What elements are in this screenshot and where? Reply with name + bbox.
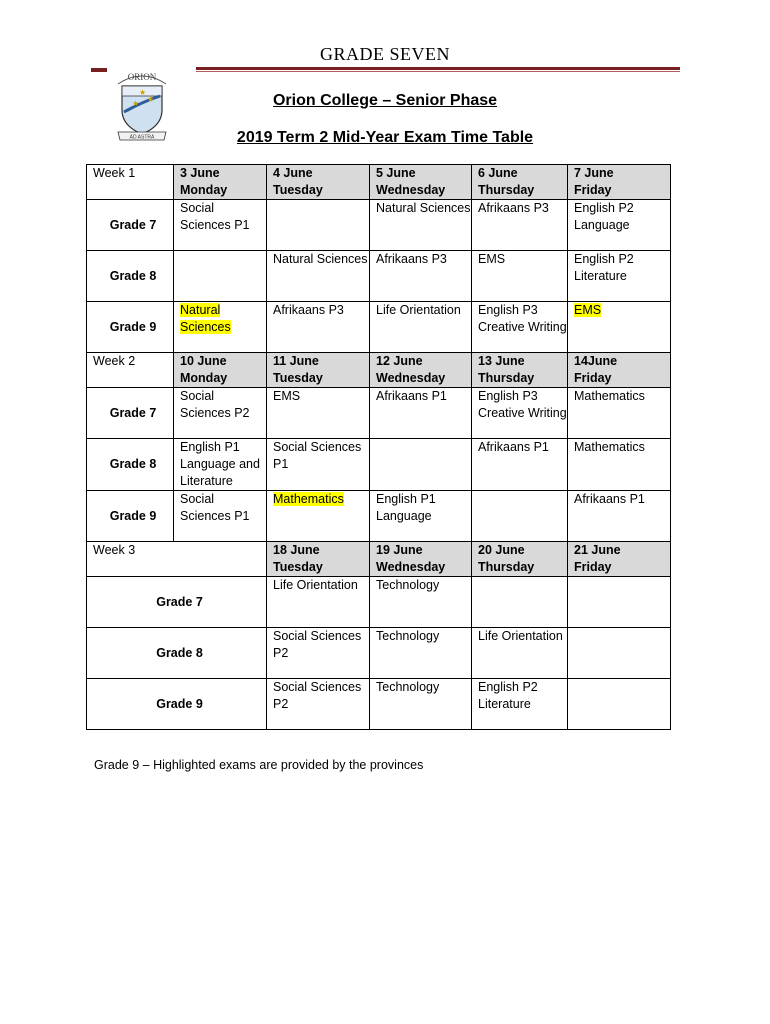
exam-cell: Natural Sciences [267, 251, 370, 302]
exam-timetable [86, 164, 671, 730]
table-row [87, 577, 671, 628]
day-header: 5 June Wednesday [370, 165, 472, 200]
exam-cell [472, 577, 568, 628]
table-row [87, 679, 671, 730]
exam-cell: English P3 Creative Writing [472, 388, 568, 439]
exam-cell-highlighted: Mathematics [267, 491, 370, 542]
day-header: 18 June Tuesday [267, 542, 370, 577]
grade-label: Grade 9 [87, 679, 267, 730]
week2-header-row [87, 353, 671, 388]
day-header: 19 June Wednesday [370, 542, 472, 577]
grade-label: Grade 8 [87, 251, 174, 302]
grade-label: Grade 9 [87, 491, 174, 542]
table-row [87, 200, 671, 251]
header-rule-right [196, 67, 680, 70]
svg-text:★: ★ [147, 95, 155, 104]
exam-cell: Technology [370, 577, 472, 628]
header-rule-left [91, 68, 107, 72]
day-header: 13 June Thursday [472, 353, 568, 388]
exam-cell [568, 628, 671, 679]
table-row [87, 388, 671, 439]
exam-cell: Afrikaans P1 [370, 388, 472, 439]
day-header: 12 June Wednesday [370, 353, 472, 388]
exam-cell [472, 491, 568, 542]
exam-cell-highlighted: Natural Sciences [174, 302, 267, 353]
exam-cell: Afrikaans P3 [370, 251, 472, 302]
week-label: Week 3 [87, 542, 267, 577]
week-label: Week 2 [87, 353, 174, 388]
exam-cell: Technology [370, 679, 472, 730]
table-row [87, 439, 671, 491]
exam-cell: Life Orientation [472, 628, 568, 679]
table-row [87, 628, 671, 679]
exam-cell: Life Orientation [267, 577, 370, 628]
exam-cell: Natural Sciences [370, 200, 472, 251]
exam-cell [568, 679, 671, 730]
page-header-title: GRADE SEVEN [320, 44, 450, 64]
exam-cell: EMS [267, 388, 370, 439]
exam-cell [267, 200, 370, 251]
table-row [87, 251, 671, 302]
day-header: 3 June Monday [174, 165, 267, 200]
exam-cell: Social Sciences P1 [174, 200, 267, 251]
table-row [87, 491, 671, 542]
logo-motto-text: AD ASTRA [129, 134, 155, 141]
exam-cell: English P1 Language [370, 491, 472, 542]
document-subtitle: 2019 Term 2 Mid-Year Exam Time Table [236, 129, 534, 146]
day-header: 10 June Monday [174, 353, 267, 388]
week1-header-row [87, 165, 671, 200]
exam-cell: Social Sciences P2 [267, 628, 370, 679]
day-header: 6 June Thursday [472, 165, 568, 200]
exam-cell: Social Sciences P2 [174, 388, 267, 439]
exam-cell: Social Sciences P1 [174, 491, 267, 542]
exam-cell: Mathematics [568, 388, 671, 439]
grade-label: Grade 8 [87, 628, 267, 679]
exam-cell [568, 577, 671, 628]
exam-cell-highlighted: EMS [568, 302, 671, 353]
week-label: Week 1 [87, 165, 174, 200]
exam-cell [370, 439, 472, 491]
exam-cell: Social Sciences P2 [267, 679, 370, 730]
day-header: 7 June Friday [568, 165, 671, 200]
exam-cell: Afrikaans P1 [472, 439, 568, 491]
exam-cell: Afrikaans P3 [472, 200, 568, 251]
svg-text:★: ★ [139, 88, 147, 97]
grade-label: Grade 9 [87, 302, 174, 353]
grade-label: Grade 7 [87, 200, 174, 251]
grade-label: Grade 7 [87, 577, 267, 628]
exam-cell: English P2 Literature [472, 679, 568, 730]
exam-cell: English P2 Language [568, 200, 671, 251]
day-header: 14June Friday [568, 353, 671, 388]
exam-cell: English P3 Creative Writing [472, 302, 568, 353]
logo-name-text: ORION [127, 72, 157, 82]
exam-cell: Mathematics [568, 439, 671, 491]
header-rule-right-thin [196, 71, 680, 72]
svg-text:★: ★ [132, 99, 140, 108]
day-header: 20 June Thursday [472, 542, 568, 577]
grade-label: Grade 7 [87, 388, 174, 439]
table-row [87, 302, 671, 353]
day-header: 11 June Tuesday [267, 353, 370, 388]
document-title: Orion College – Senior Phase [272, 92, 498, 109]
exam-cell: English P1 Language and Literature [174, 439, 267, 491]
exam-cell: Afrikaans P1 [568, 491, 671, 542]
day-header: 4 June Tuesday [267, 165, 370, 200]
grade-label: Grade 8 [87, 439, 174, 491]
exam-cell [174, 251, 267, 302]
exam-cell: Life Orientation [370, 302, 472, 353]
day-header: 21 June Friday [568, 542, 671, 577]
week3-header-row [87, 542, 671, 577]
exam-cell: Social Sciences P1 [267, 439, 370, 491]
exam-cell: Afrikaans P3 [267, 302, 370, 353]
footnote: Grade 9 – Highlighted exams are provided by the provinces [94, 758, 424, 772]
exam-cell: Technology [370, 628, 472, 679]
exam-cell: EMS [472, 251, 568, 302]
exam-cell: English P2 Literature [568, 251, 671, 302]
